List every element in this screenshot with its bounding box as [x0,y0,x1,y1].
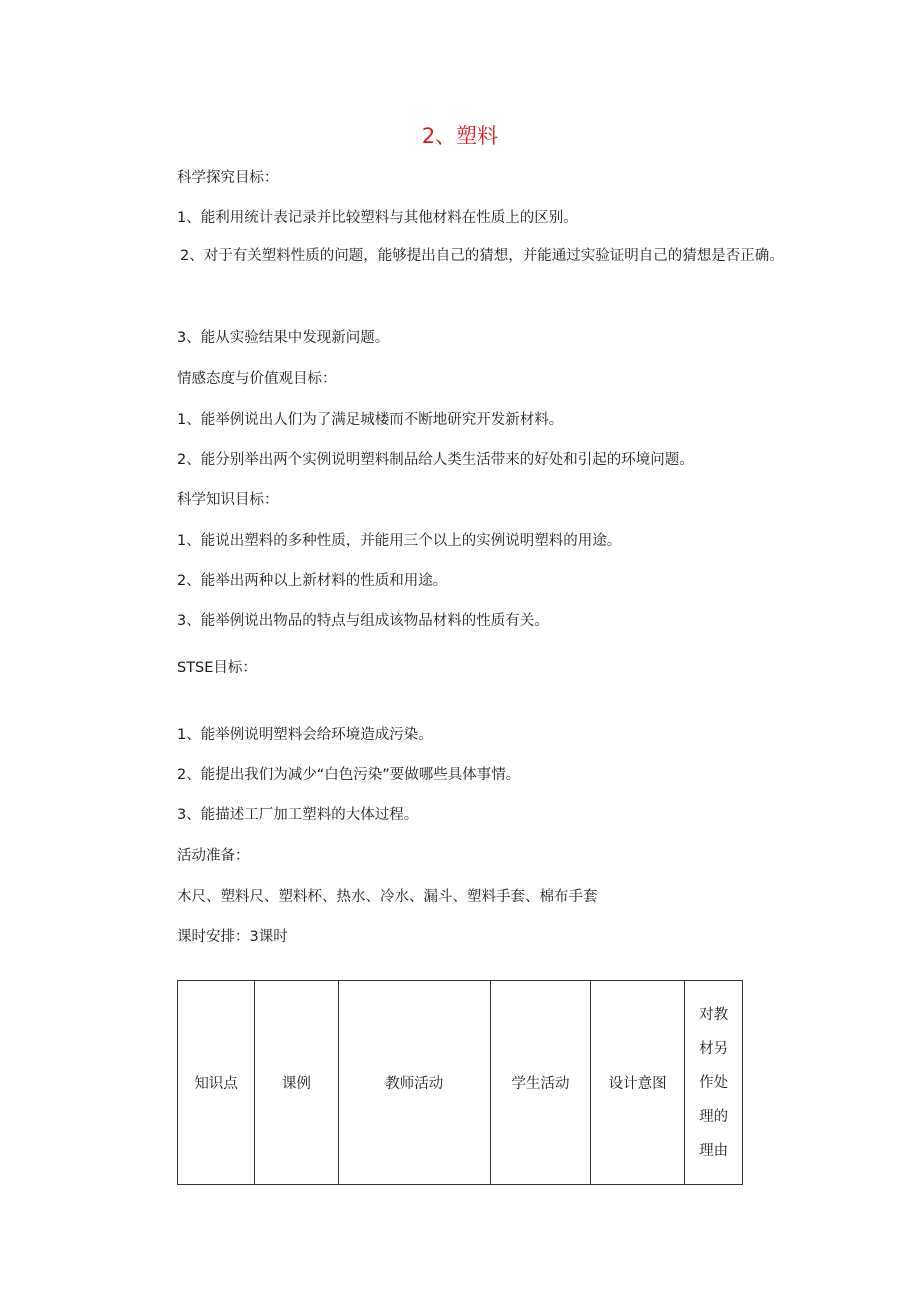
header-design-intent: 设计意图 [591,981,685,1185]
knowledge-goal-1: 1、能说出塑料的多种性质，并能用三个以上的实例说明塑料的用途。 [177,533,622,549]
header-knowledge-point: 知识点 [178,981,255,1185]
schedule: 课时安排：3课时 [177,929,288,945]
stse-goal-3: 3、能描述工厂加工塑料的大体过程。 [177,807,419,823]
page-title: 2、塑料 [421,124,499,148]
stse-goal-2: 2、能提出我们为减少“白色污染”要做哪些具体事情。 [177,767,521,783]
prep-items: 木尺、塑料尺、塑料杯、热水、冷水、漏斗、塑料手套、棉布手套 [177,889,598,905]
attitude-goal-2: 2、能分别举出两个实例说明塑料制品给人类生活带来的好处和引起的环境问题。 [177,452,694,468]
section-heading-knowledge: 科学知识目标： [177,492,279,508]
section-heading-prep: 活动准备： [177,848,250,864]
attitude-goal-1: 1、能举例说出人们为了满足城楼而不断地研究开发新材料。 [177,412,564,428]
knowledge-goal-3: 3、能举例说出物品的特点与组成该物品材料的性质有关。 [177,613,549,629]
knowledge-goal-2: 2、能举出两种以上新材料的性质和用途。 [177,573,448,589]
lesson-plan-table [177,980,743,1185]
header-material-reason [685,981,743,1185]
stse-goal-1: 1、能举例说明塑料会给环境造成污染。 [177,727,433,743]
inquiry-goal-3: 3、能从实验结果中发现新问题。 [177,330,390,346]
table-header-row [178,981,743,1185]
header-teacher-activity: 教师活动 [338,981,490,1185]
header-material-reason-text: 对教材另作处理的理由 [699,1006,729,1159]
section-heading-inquiry: 科学探究目标： [177,170,279,186]
header-lesson-example: 课例 [255,981,338,1185]
header-student-activity: 学生活动 [491,981,591,1185]
section-heading-attitude: 情感态度与价值观目标： [177,371,337,387]
inquiry-goal-2: 2、对于有关塑料性质的问题，能够提出自己的猜想，并能通过实验证明自己的猜想是否正确。 [180,248,784,264]
section-heading-stse: STSE目标： [177,660,257,676]
inquiry-goal-1: 1、能利用统计表记录并比较塑料与其他材料在性质上的区别。 [177,210,578,226]
